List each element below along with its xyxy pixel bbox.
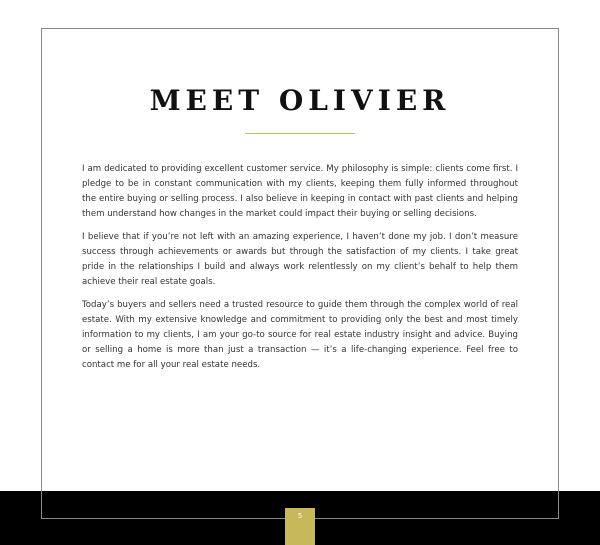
title-divider [245,133,355,134]
page-number: 5 [285,508,315,545]
paragraph: I believe that if you’re not left with an amazing experience, I haven’t done my job. I don’t measure success through achievements or awards but through the satisfaction of my clients. I take great pride in the relationships I build and always work relentlessly on my client’s behalf to help them achieve their real estate goals. [82,232,518,287]
paragraph: Today’s buyers and sellers need a trusted resource to guide them through the complex world of real estate. With my extensive knowledge and commitment to providing only the best and most timely information to my clients, I am your go-to source for real estate industry insight and advice. Buying or selling a home is more than just a transaction — it’s a life-changing experience. Feel free to contact me for all your real estate needs. [82,300,518,370]
page-title: MEET OLIVIER [149,84,451,117]
bio-text [82,162,518,381]
paragraph: I am dedicated to providing excellent customer service. My philosophy is simple: clients come first. I pledge to be in constant communication with my clients, keeping them fully informed throughout the entire buying or selling process. I also believe in keeping in contact with past clients and helping them understand how changes in the market could impact their buying or selling decisions. [82,164,518,219]
